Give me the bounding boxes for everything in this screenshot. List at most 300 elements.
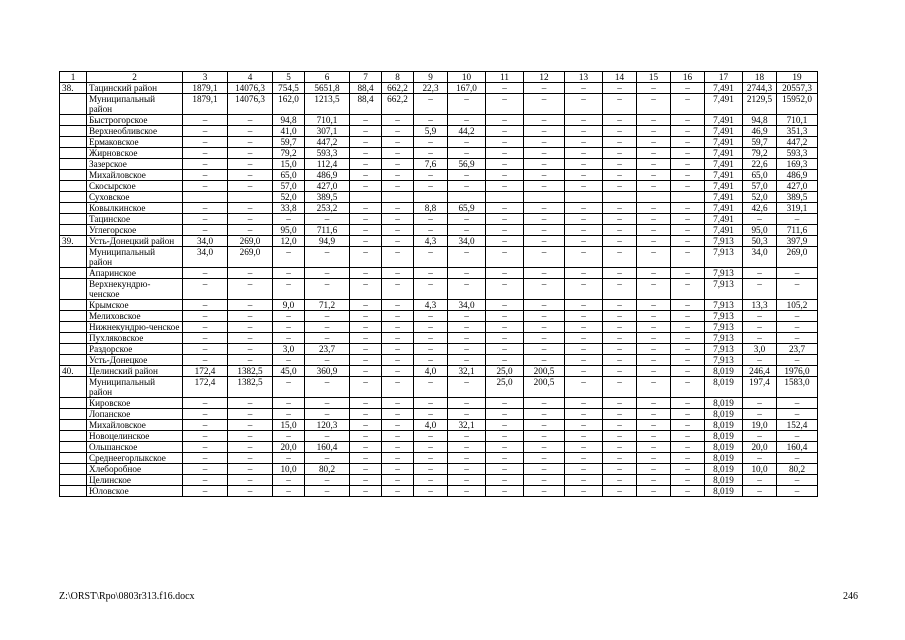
value-cell: – bbox=[603, 203, 637, 214]
value-cell: – bbox=[671, 420, 705, 431]
row-number-cell bbox=[60, 159, 87, 170]
value-cell: – bbox=[565, 475, 603, 486]
row-number-cell: 39. bbox=[60, 236, 87, 247]
territory-name-cell: Тацинский район bbox=[87, 83, 183, 94]
value-cell: – bbox=[603, 344, 637, 355]
value-cell: 7,913 bbox=[705, 355, 743, 366]
table-row bbox=[60, 126, 818, 137]
value-cell: – bbox=[486, 355, 524, 366]
territory-name-cell: Усть-Донецкий район bbox=[87, 236, 183, 247]
value-cell: – bbox=[448, 409, 486, 420]
value-cell: – bbox=[671, 236, 705, 247]
value-cell: 7,913 bbox=[705, 333, 743, 344]
table-row bbox=[60, 115, 818, 126]
territory-name-cell: Ермаковское bbox=[87, 137, 183, 148]
value-cell: 4,3 bbox=[414, 300, 448, 311]
value-cell: – bbox=[637, 181, 671, 192]
value-cell: – bbox=[486, 203, 524, 214]
value-cell: – bbox=[305, 431, 350, 442]
value-cell: – bbox=[671, 94, 705, 115]
value-cell: – bbox=[448, 279, 486, 300]
value-cell bbox=[671, 192, 705, 203]
value-cell: – bbox=[414, 115, 448, 126]
value-cell: 593,3 bbox=[305, 148, 350, 159]
value-cell: – bbox=[350, 409, 382, 420]
row-number-cell bbox=[60, 311, 87, 322]
value-cell: – bbox=[228, 464, 273, 475]
value-cell: 8,019 bbox=[705, 366, 743, 377]
value-cell: – bbox=[565, 344, 603, 355]
value-cell: – bbox=[273, 486, 305, 497]
value-cell: – bbox=[603, 225, 637, 236]
value-cell: – bbox=[637, 83, 671, 94]
value-cell: – bbox=[273, 333, 305, 344]
value-cell: – bbox=[183, 311, 228, 322]
territory-name-cell: Михайловское bbox=[87, 420, 183, 431]
value-cell: – bbox=[414, 148, 448, 159]
value-cell: – bbox=[382, 333, 414, 344]
value-cell: – bbox=[382, 214, 414, 225]
value-cell: 20,0 bbox=[273, 442, 305, 453]
value-cell: 71,2 bbox=[305, 300, 350, 311]
value-cell: – bbox=[183, 344, 228, 355]
value-cell: – bbox=[671, 398, 705, 409]
column-number-7: 7 bbox=[350, 72, 382, 83]
value-cell: – bbox=[486, 126, 524, 137]
value-cell: – bbox=[183, 464, 228, 475]
value-cell: 105,2 bbox=[777, 300, 818, 311]
value-cell: – bbox=[671, 453, 705, 464]
value-cell: – bbox=[603, 83, 637, 94]
value-cell: 7,913 bbox=[705, 300, 743, 311]
value-cell: – bbox=[565, 420, 603, 431]
value-cell: 46,9 bbox=[743, 126, 777, 137]
value-cell: – bbox=[350, 203, 382, 214]
value-cell: – bbox=[637, 333, 671, 344]
value-cell: – bbox=[382, 300, 414, 311]
value-cell: – bbox=[603, 236, 637, 247]
table-row bbox=[60, 181, 818, 192]
value-cell: – bbox=[671, 181, 705, 192]
value-cell: – bbox=[382, 475, 414, 486]
value-cell: 7,913 bbox=[705, 322, 743, 333]
value-cell: 12,0 bbox=[273, 236, 305, 247]
value-cell: 7,913 bbox=[705, 268, 743, 279]
value-cell: – bbox=[183, 300, 228, 311]
value-cell: 23,7 bbox=[777, 344, 818, 355]
value-cell: – bbox=[777, 322, 818, 333]
value-cell: – bbox=[486, 83, 524, 94]
value-cell: 7,491 bbox=[705, 181, 743, 192]
value-cell: – bbox=[486, 333, 524, 344]
value-cell bbox=[565, 192, 603, 203]
table-row bbox=[60, 377, 818, 398]
value-cell: – bbox=[448, 486, 486, 497]
territory-name-cell: Михайловское bbox=[87, 170, 183, 181]
value-cell: 447,2 bbox=[777, 137, 818, 148]
value-cell: 22,3 bbox=[414, 83, 448, 94]
value-cell: 389,5 bbox=[777, 192, 818, 203]
value-cell: – bbox=[273, 214, 305, 225]
value-cell: – bbox=[448, 333, 486, 344]
value-cell: – bbox=[183, 170, 228, 181]
table-row bbox=[60, 159, 818, 170]
value-cell: – bbox=[414, 475, 448, 486]
value-cell: – bbox=[350, 366, 382, 377]
value-cell: 52,0 bbox=[273, 192, 305, 203]
value-cell: 10,0 bbox=[273, 464, 305, 475]
footer-page-number: 246 bbox=[843, 591, 858, 602]
value-cell: – bbox=[637, 170, 671, 181]
value-cell: 15,0 bbox=[273, 420, 305, 431]
value-cell: 754,5 bbox=[273, 83, 305, 94]
value-cell: – bbox=[305, 214, 350, 225]
table-row bbox=[60, 366, 818, 377]
value-cell: 59,7 bbox=[743, 137, 777, 148]
value-cell: – bbox=[305, 322, 350, 333]
value-cell: – bbox=[414, 344, 448, 355]
value-cell: – bbox=[565, 333, 603, 344]
value-cell: – bbox=[565, 170, 603, 181]
value-cell: 486,9 bbox=[305, 170, 350, 181]
value-cell: – bbox=[565, 398, 603, 409]
value-cell: – bbox=[671, 322, 705, 333]
row-number-cell bbox=[60, 442, 87, 453]
value-cell: – bbox=[382, 247, 414, 268]
value-cell: – bbox=[486, 225, 524, 236]
value-cell: – bbox=[350, 333, 382, 344]
value-cell: – bbox=[382, 486, 414, 497]
value-cell: 7,6 bbox=[414, 159, 448, 170]
value-cell: – bbox=[228, 170, 273, 181]
value-cell: – bbox=[486, 431, 524, 442]
value-cell: – bbox=[448, 148, 486, 159]
value-cell: – bbox=[486, 409, 524, 420]
value-cell: 360,9 bbox=[305, 366, 350, 377]
value-cell: 593,3 bbox=[777, 148, 818, 159]
value-cell: – bbox=[637, 344, 671, 355]
value-cell: – bbox=[637, 464, 671, 475]
value-cell: – bbox=[350, 442, 382, 453]
value-cell: – bbox=[637, 398, 671, 409]
value-cell: 8,8 bbox=[414, 203, 448, 214]
value-cell: – bbox=[228, 420, 273, 431]
value-cell: – bbox=[524, 268, 565, 279]
value-cell: – bbox=[565, 225, 603, 236]
value-cell: 3,0 bbox=[743, 344, 777, 355]
value-cell: – bbox=[183, 453, 228, 464]
table-row bbox=[60, 453, 818, 464]
column-number-13: 13 bbox=[565, 72, 603, 83]
value-cell: – bbox=[228, 409, 273, 420]
value-cell: 94,8 bbox=[743, 115, 777, 126]
value-cell: – bbox=[414, 486, 448, 497]
value-cell: – bbox=[414, 453, 448, 464]
value-cell: 32,1 bbox=[448, 420, 486, 431]
value-cell bbox=[448, 192, 486, 203]
value-cell: – bbox=[671, 311, 705, 322]
value-cell: – bbox=[603, 486, 637, 497]
value-cell: – bbox=[228, 311, 273, 322]
table-body bbox=[60, 72, 818, 497]
footer-file-path: Z:\ORST\Rpo\0803r313.f16.docx bbox=[59, 591, 195, 602]
value-cell: – bbox=[565, 366, 603, 377]
value-cell: – bbox=[671, 126, 705, 137]
territory-name-cell: Муниципальный район bbox=[87, 377, 183, 398]
value-cell: – bbox=[448, 94, 486, 115]
value-cell: 34,0 bbox=[448, 236, 486, 247]
value-cell: 160,4 bbox=[305, 442, 350, 453]
value-cell: – bbox=[637, 420, 671, 431]
value-cell: 7,913 bbox=[705, 344, 743, 355]
value-cell: – bbox=[671, 409, 705, 420]
value-cell: – bbox=[382, 148, 414, 159]
value-cell: – bbox=[565, 279, 603, 300]
row-number-cell bbox=[60, 475, 87, 486]
value-cell: – bbox=[486, 398, 524, 409]
value-cell: – bbox=[671, 464, 705, 475]
value-cell: – bbox=[603, 300, 637, 311]
value-cell: 172,4 bbox=[183, 377, 228, 398]
value-cell: – bbox=[777, 486, 818, 497]
row-number-cell bbox=[60, 225, 87, 236]
value-cell: – bbox=[743, 279, 777, 300]
value-cell: – bbox=[228, 181, 273, 192]
value-cell: 662,2 bbox=[382, 94, 414, 115]
value-cell: 253,2 bbox=[305, 203, 350, 214]
territory-name-cell: Пухляковское bbox=[87, 333, 183, 344]
value-cell: 710,1 bbox=[777, 115, 818, 126]
value-cell: – bbox=[382, 137, 414, 148]
territory-name-cell: Целинское bbox=[87, 475, 183, 486]
value-cell: – bbox=[228, 203, 273, 214]
value-cell: 5651,8 bbox=[305, 83, 350, 94]
value-cell: – bbox=[448, 464, 486, 475]
value-cell: – bbox=[414, 181, 448, 192]
value-cell: 200,5 bbox=[524, 377, 565, 398]
value-cell: 7,491 bbox=[705, 83, 743, 94]
value-cell: – bbox=[524, 247, 565, 268]
table-row bbox=[60, 333, 818, 344]
value-cell: – bbox=[350, 475, 382, 486]
value-cell: 167,0 bbox=[448, 83, 486, 94]
value-cell: – bbox=[350, 464, 382, 475]
value-cell: – bbox=[228, 126, 273, 137]
territory-name-cell: Усть-Донецкое bbox=[87, 355, 183, 366]
value-cell: 8,019 bbox=[705, 409, 743, 420]
value-cell: 25,0 bbox=[486, 377, 524, 398]
value-cell: – bbox=[486, 344, 524, 355]
value-cell: 95,0 bbox=[743, 225, 777, 236]
value-cell: 88,4 bbox=[350, 94, 382, 115]
value-cell: – bbox=[524, 355, 565, 366]
value-cell: – bbox=[743, 322, 777, 333]
table-row bbox=[60, 398, 818, 409]
value-cell: – bbox=[228, 225, 273, 236]
value-cell: – bbox=[565, 442, 603, 453]
row-number-cell bbox=[60, 398, 87, 409]
value-cell: – bbox=[671, 442, 705, 453]
value-cell: – bbox=[524, 311, 565, 322]
value-cell: – bbox=[603, 322, 637, 333]
value-cell bbox=[637, 192, 671, 203]
value-cell bbox=[414, 192, 448, 203]
value-cell: – bbox=[183, 409, 228, 420]
value-cell: 4,0 bbox=[414, 366, 448, 377]
value-cell: – bbox=[486, 137, 524, 148]
value-cell: 25,0 bbox=[486, 366, 524, 377]
table-row bbox=[60, 236, 818, 247]
value-cell: 427,0 bbox=[305, 181, 350, 192]
value-cell: – bbox=[524, 225, 565, 236]
territory-name-cell: Углегорское bbox=[87, 225, 183, 236]
value-cell: – bbox=[524, 83, 565, 94]
value-cell: – bbox=[486, 170, 524, 181]
value-cell: – bbox=[228, 333, 273, 344]
value-cell: – bbox=[414, 442, 448, 453]
value-cell: – bbox=[603, 148, 637, 159]
value-cell: – bbox=[671, 247, 705, 268]
value-cell: – bbox=[603, 137, 637, 148]
value-cell: 269,0 bbox=[777, 247, 818, 268]
value-cell: – bbox=[305, 355, 350, 366]
territory-name-cell: Тацинское bbox=[87, 214, 183, 225]
value-cell: – bbox=[228, 355, 273, 366]
table-row bbox=[60, 322, 818, 333]
territory-name-cell: Мелиховское bbox=[87, 311, 183, 322]
value-cell: – bbox=[350, 268, 382, 279]
value-cell: – bbox=[565, 464, 603, 475]
value-cell: – bbox=[183, 214, 228, 225]
value-cell: – bbox=[671, 431, 705, 442]
value-cell: 65,0 bbox=[743, 170, 777, 181]
value-cell: 10,0 bbox=[743, 464, 777, 475]
column-number-5: 5 bbox=[273, 72, 305, 83]
value-cell: – bbox=[524, 159, 565, 170]
value-cell: 8,019 bbox=[705, 431, 743, 442]
value-cell: – bbox=[486, 453, 524, 464]
value-cell: 34,0 bbox=[183, 236, 228, 247]
territory-name-cell: Ковылкинское bbox=[87, 203, 183, 214]
value-cell: 7,491 bbox=[705, 94, 743, 115]
value-cell: – bbox=[743, 398, 777, 409]
territory-name-cell: Муниципальный район bbox=[87, 247, 183, 268]
column-number-9: 9 bbox=[414, 72, 448, 83]
value-cell: – bbox=[414, 170, 448, 181]
value-cell: – bbox=[183, 333, 228, 344]
value-cell: – bbox=[228, 344, 273, 355]
value-cell: – bbox=[414, 431, 448, 442]
value-cell: – bbox=[565, 247, 603, 268]
value-cell: – bbox=[603, 442, 637, 453]
value-cell: – bbox=[777, 431, 818, 442]
value-cell: – bbox=[350, 159, 382, 170]
value-cell: – bbox=[486, 94, 524, 115]
territory-name-cell: Зазерское bbox=[87, 159, 183, 170]
value-cell: – bbox=[414, 311, 448, 322]
value-cell: – bbox=[743, 268, 777, 279]
value-cell: – bbox=[565, 181, 603, 192]
value-cell: – bbox=[382, 344, 414, 355]
value-cell: – bbox=[305, 333, 350, 344]
value-cell: – bbox=[524, 203, 565, 214]
value-cell: – bbox=[637, 214, 671, 225]
value-cell: – bbox=[414, 247, 448, 268]
value-cell: – bbox=[382, 355, 414, 366]
value-cell: – bbox=[671, 203, 705, 214]
row-number-cell bbox=[60, 333, 87, 344]
value-cell: – bbox=[777, 311, 818, 322]
value-cell: – bbox=[183, 431, 228, 442]
value-cell: – bbox=[305, 409, 350, 420]
value-cell: – bbox=[486, 247, 524, 268]
value-cell: 427,0 bbox=[777, 181, 818, 192]
value-cell: – bbox=[486, 181, 524, 192]
value-cell: 14076,3 bbox=[228, 83, 273, 94]
value-cell: – bbox=[183, 137, 228, 148]
territory-name-cell: Быстрогорское bbox=[87, 115, 183, 126]
value-cell: – bbox=[565, 236, 603, 247]
value-cell: – bbox=[382, 409, 414, 420]
value-cell: – bbox=[414, 214, 448, 225]
value-cell: – bbox=[603, 464, 637, 475]
value-cell: 34,0 bbox=[743, 247, 777, 268]
value-cell: 45,0 bbox=[273, 366, 305, 377]
column-number-4: 4 bbox=[228, 72, 273, 83]
value-cell: – bbox=[565, 322, 603, 333]
value-cell: 7,491 bbox=[705, 126, 743, 137]
value-cell: – bbox=[603, 126, 637, 137]
value-cell: – bbox=[637, 442, 671, 453]
value-cell: – bbox=[524, 420, 565, 431]
value-cell: – bbox=[350, 225, 382, 236]
value-cell: – bbox=[637, 311, 671, 322]
value-cell: – bbox=[603, 475, 637, 486]
value-cell: – bbox=[671, 115, 705, 126]
value-cell: – bbox=[350, 486, 382, 497]
value-cell: 34,0 bbox=[448, 300, 486, 311]
value-cell: – bbox=[637, 475, 671, 486]
column-number-6: 6 bbox=[305, 72, 350, 83]
row-number-cell bbox=[60, 192, 87, 203]
value-cell: 7,913 bbox=[705, 236, 743, 247]
value-cell: – bbox=[448, 453, 486, 464]
row-number-cell bbox=[60, 268, 87, 279]
value-cell: – bbox=[273, 268, 305, 279]
value-cell: – bbox=[350, 214, 382, 225]
value-cell: 7,491 bbox=[705, 159, 743, 170]
table-row bbox=[60, 431, 818, 442]
row-number-cell bbox=[60, 344, 87, 355]
value-cell: 7,491 bbox=[705, 170, 743, 181]
column-number-12: 12 bbox=[524, 72, 565, 83]
territory-name-cell: Жирновское bbox=[87, 148, 183, 159]
value-cell: – bbox=[382, 366, 414, 377]
value-cell: – bbox=[183, 322, 228, 333]
value-cell: – bbox=[228, 431, 273, 442]
value-cell bbox=[382, 192, 414, 203]
value-cell: – bbox=[603, 409, 637, 420]
value-cell: 56,9 bbox=[448, 159, 486, 170]
value-cell: – bbox=[671, 170, 705, 181]
value-cell bbox=[603, 192, 637, 203]
table-row bbox=[60, 355, 818, 366]
value-cell: – bbox=[565, 126, 603, 137]
value-cell: – bbox=[565, 311, 603, 322]
value-cell: – bbox=[350, 126, 382, 137]
value-cell: – bbox=[671, 159, 705, 170]
territory-name-cell: Ольшанское bbox=[87, 442, 183, 453]
